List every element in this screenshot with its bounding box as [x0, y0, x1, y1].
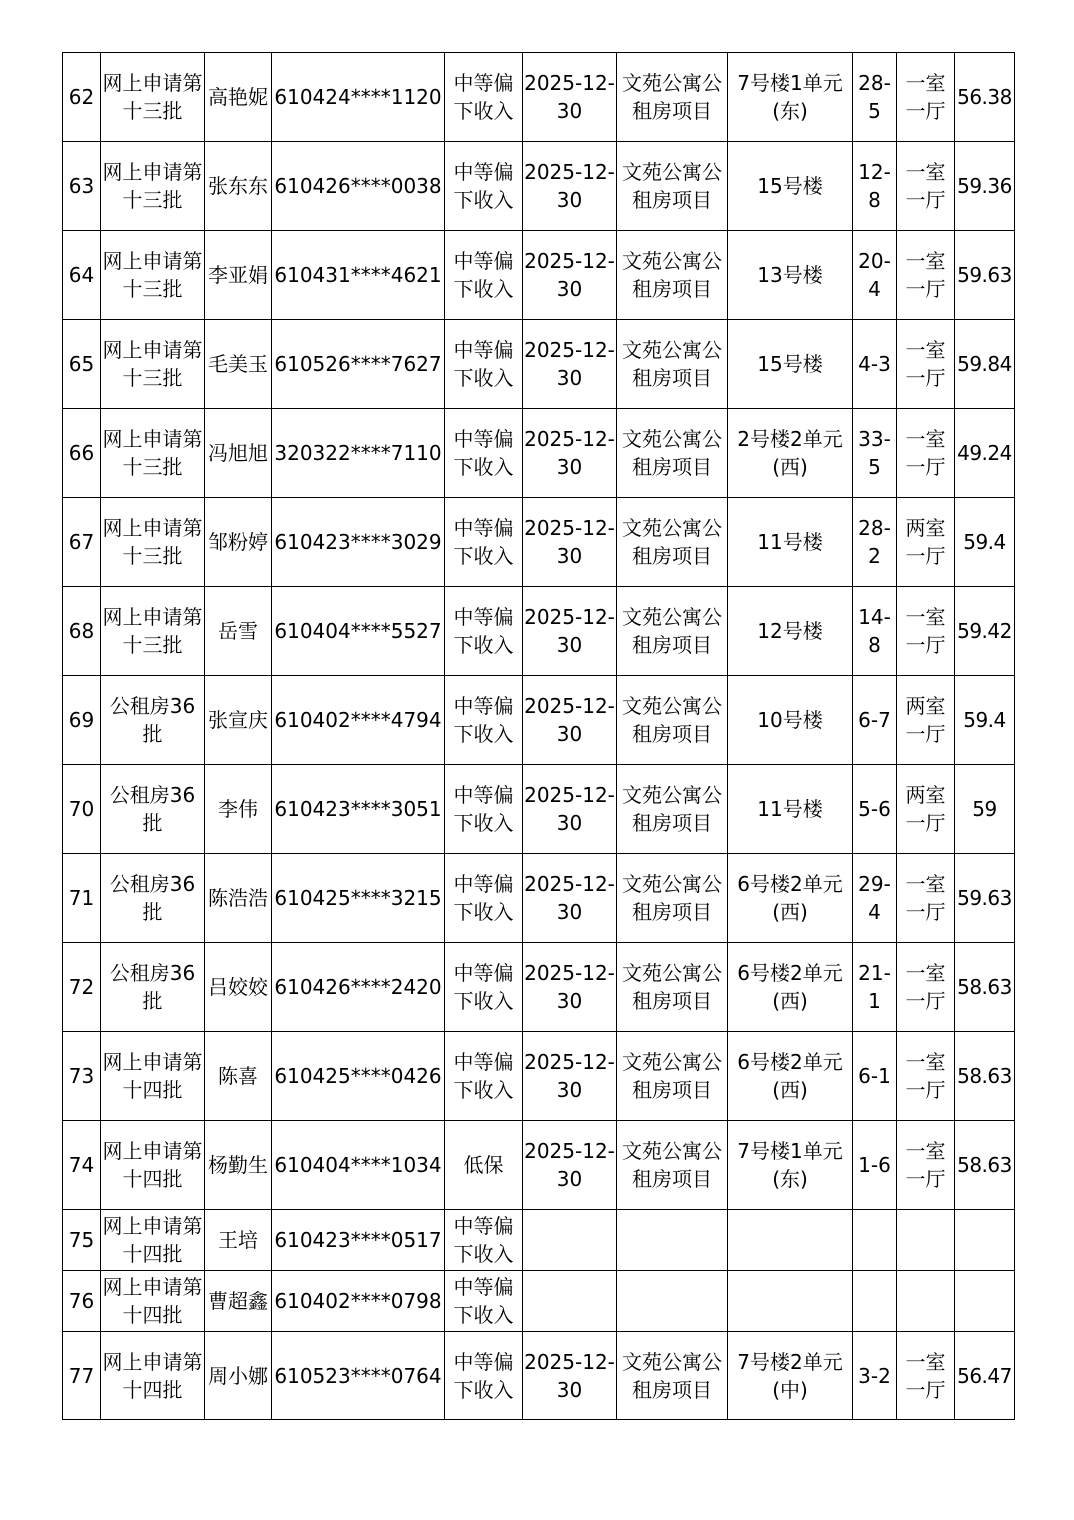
income-type-cell: 中等偏下收入	[445, 142, 523, 231]
area-cell: 56.38	[955, 53, 1015, 142]
building-cell: 7号楼1单元(东)	[728, 53, 853, 142]
room-cell: 4-3	[853, 320, 897, 409]
table-row	[63, 1121, 1015, 1210]
layout-cell: 一室一厅	[897, 587, 955, 676]
name-cell: 岳雪	[205, 587, 272, 676]
area-cell: 59.4	[955, 498, 1015, 587]
batch-cell: 网上申请第十四批	[101, 1332, 205, 1420]
name-cell: 杨勤生	[205, 1121, 272, 1210]
row-number: 75	[63, 1210, 101, 1271]
id-number-cell: 610425****0426	[272, 1032, 445, 1121]
id-number-cell: 610404****5527	[272, 587, 445, 676]
name-cell: 曹超鑫	[205, 1271, 272, 1332]
area-cell: 56.47	[955, 1332, 1015, 1420]
room-cell: 20-4	[853, 231, 897, 320]
batch-cell: 网上申请第十四批	[101, 1210, 205, 1271]
row-number: 64	[63, 231, 101, 320]
batch-cell: 公租房36批	[101, 676, 205, 765]
date-cell: 2025-12-30	[523, 1332, 617, 1420]
table-row	[63, 231, 1015, 320]
building-cell: 15号楼	[728, 142, 853, 231]
area-cell: 59.63	[955, 231, 1015, 320]
name-cell: 张宣庆	[205, 676, 272, 765]
layout-cell: 一室一厅	[897, 1121, 955, 1210]
row-number: 63	[63, 142, 101, 231]
name-cell: 张东东	[205, 142, 272, 231]
project-cell: 文苑公寓公租房项目	[617, 1332, 728, 1420]
date-cell: 2025-12-30	[523, 1121, 617, 1210]
layout-cell: 一室一厅	[897, 854, 955, 943]
date-cell: 2025-12-30	[523, 498, 617, 587]
name-cell: 邹粉婷	[205, 498, 272, 587]
table-row	[63, 409, 1015, 498]
layout-cell	[897, 1271, 955, 1332]
allocation-table	[62, 52, 1015, 1420]
layout-cell: 一室一厅	[897, 53, 955, 142]
name-cell: 毛美玉	[205, 320, 272, 409]
building-cell: 7号楼1单元(东)	[728, 1121, 853, 1210]
project-cell: 文苑公寓公租房项目	[617, 943, 728, 1032]
income-type-cell: 中等偏下收入	[445, 587, 523, 676]
name-cell: 周小娜	[205, 1332, 272, 1420]
row-number: 66	[63, 409, 101, 498]
date-cell: 2025-12-30	[523, 587, 617, 676]
layout-cell: 两室一厅	[897, 498, 955, 587]
income-type-cell: 中等偏下收入	[445, 498, 523, 587]
layout-cell: 一室一厅	[897, 943, 955, 1032]
project-cell: 文苑公寓公租房项目	[617, 1032, 728, 1121]
name-cell: 高艳妮	[205, 53, 272, 142]
layout-cell: 一室一厅	[897, 320, 955, 409]
name-cell: 李伟	[205, 765, 272, 854]
table-row	[63, 320, 1015, 409]
layout-cell: 一室一厅	[897, 1332, 955, 1420]
room-cell: 3-2	[853, 1332, 897, 1420]
name-cell: 冯旭旭	[205, 409, 272, 498]
room-cell: 6-7	[853, 676, 897, 765]
id-number-cell: 610425****3215	[272, 854, 445, 943]
room-cell: 12-8	[853, 142, 897, 231]
row-number: 72	[63, 943, 101, 1032]
date-cell: 2025-12-30	[523, 943, 617, 1032]
table-row	[63, 943, 1015, 1032]
id-number-cell: 610423****3029	[272, 498, 445, 587]
row-number: 70	[63, 765, 101, 854]
name-cell: 王培	[205, 1210, 272, 1271]
project-cell: 文苑公寓公租房项目	[617, 231, 728, 320]
area-cell	[955, 1271, 1015, 1332]
income-type-cell: 中等偏下收入	[445, 320, 523, 409]
area-cell: 59.42	[955, 587, 1015, 676]
layout-cell: 两室一厅	[897, 765, 955, 854]
id-number-cell: 610404****1034	[272, 1121, 445, 1210]
table-row	[63, 53, 1015, 142]
building-cell: 11号楼	[728, 765, 853, 854]
layout-cell: 一室一厅	[897, 231, 955, 320]
date-cell: 2025-12-30	[523, 320, 617, 409]
id-number-cell: 610431****4621	[272, 231, 445, 320]
table-row	[63, 1032, 1015, 1121]
building-cell: 7号楼2单元(中)	[728, 1332, 853, 1420]
income-type-cell: 中等偏下收入	[445, 1210, 523, 1271]
area-cell: 58.63	[955, 1032, 1015, 1121]
layout-cell	[897, 1210, 955, 1271]
batch-cell: 公租房36批	[101, 943, 205, 1032]
building-cell: 10号楼	[728, 676, 853, 765]
project-cell: 文苑公寓公租房项目	[617, 53, 728, 142]
income-type-cell: 中等偏下收入	[445, 1332, 523, 1420]
project-cell: 文苑公寓公租房项目	[617, 320, 728, 409]
project-cell	[617, 1271, 728, 1332]
id-number-cell: 610526****7627	[272, 320, 445, 409]
id-number-cell: 610423****0517	[272, 1210, 445, 1271]
room-cell: 6-1	[853, 1032, 897, 1121]
building-cell: 11号楼	[728, 498, 853, 587]
row-number: 68	[63, 587, 101, 676]
project-cell: 文苑公寓公租房项目	[617, 587, 728, 676]
name-cell: 吕姣姣	[205, 943, 272, 1032]
row-number: 65	[63, 320, 101, 409]
batch-cell: 网上申请第十三批	[101, 498, 205, 587]
area-cell: 59.4	[955, 676, 1015, 765]
building-cell: 6号楼2单元(西)	[728, 943, 853, 1032]
income-type-cell: 中等偏下收入	[445, 854, 523, 943]
table-row	[63, 1210, 1015, 1271]
date-cell: 2025-12-30	[523, 409, 617, 498]
row-number: 62	[63, 53, 101, 142]
batch-cell: 网上申请第十四批	[101, 1271, 205, 1332]
room-cell: 28-2	[853, 498, 897, 587]
id-number-cell: 610424****1120	[272, 53, 445, 142]
table-row	[63, 587, 1015, 676]
batch-cell: 网上申请第十三批	[101, 142, 205, 231]
date-cell: 2025-12-30	[523, 765, 617, 854]
area-cell: 59.84	[955, 320, 1015, 409]
id-number-cell: 320322****7110	[272, 409, 445, 498]
table-row	[63, 498, 1015, 587]
income-type-cell: 中等偏下收入	[445, 943, 523, 1032]
row-number: 76	[63, 1271, 101, 1332]
building-cell: 13号楼	[728, 231, 853, 320]
room-cell: 29-4	[853, 854, 897, 943]
room-cell: 5-6	[853, 765, 897, 854]
layout-cell: 两室一厅	[897, 676, 955, 765]
date-cell: 2025-12-30	[523, 142, 617, 231]
area-cell	[955, 1210, 1015, 1271]
income-type-cell: 中等偏下收入	[445, 1271, 523, 1332]
name-cell: 陈喜	[205, 1032, 272, 1121]
building-cell	[728, 1271, 853, 1332]
project-cell: 文苑公寓公租房项目	[617, 765, 728, 854]
date-cell: 2025-12-30	[523, 231, 617, 320]
table-row	[63, 142, 1015, 231]
id-number-cell: 610402****0798	[272, 1271, 445, 1332]
date-cell: 2025-12-30	[523, 854, 617, 943]
batch-cell: 网上申请第十三批	[101, 320, 205, 409]
room-cell: 33-5	[853, 409, 897, 498]
room-cell: 14-8	[853, 587, 897, 676]
batch-cell: 网上申请第十三批	[101, 587, 205, 676]
building-cell: 15号楼	[728, 320, 853, 409]
room-cell: 1-6	[853, 1121, 897, 1210]
room-cell: 21-1	[853, 943, 897, 1032]
row-number: 67	[63, 498, 101, 587]
row-number: 77	[63, 1332, 101, 1420]
area-cell: 58.63	[955, 1121, 1015, 1210]
id-number-cell: 610426****0038	[272, 142, 445, 231]
batch-cell: 网上申请第十四批	[101, 1121, 205, 1210]
project-cell: 文苑公寓公租房项目	[617, 142, 728, 231]
row-number: 74	[63, 1121, 101, 1210]
row-number: 71	[63, 854, 101, 943]
id-number-cell: 610423****3051	[272, 765, 445, 854]
project-cell: 文苑公寓公租房项目	[617, 676, 728, 765]
batch-cell: 网上申请第十三批	[101, 231, 205, 320]
date-cell	[523, 1271, 617, 1332]
building-cell: 2号楼2单元(西)	[728, 409, 853, 498]
project-cell: 文苑公寓公租房项目	[617, 1121, 728, 1210]
area-cell: 49.24	[955, 409, 1015, 498]
batch-cell: 公租房36批	[101, 765, 205, 854]
layout-cell: 一室一厅	[897, 1032, 955, 1121]
date-cell: 2025-12-30	[523, 676, 617, 765]
date-cell: 2025-12-30	[523, 1032, 617, 1121]
income-type-cell: 低保	[445, 1121, 523, 1210]
income-type-cell: 中等偏下收入	[445, 1032, 523, 1121]
id-number-cell: 610523****0764	[272, 1332, 445, 1420]
area-cell: 59.63	[955, 854, 1015, 943]
table-row	[63, 676, 1015, 765]
batch-cell: 网上申请第十三批	[101, 409, 205, 498]
project-cell: 文苑公寓公租房项目	[617, 498, 728, 587]
date-cell: 2025-12-30	[523, 53, 617, 142]
layout-cell: 一室一厅	[897, 142, 955, 231]
room-cell: 28-5	[853, 53, 897, 142]
area-cell: 59	[955, 765, 1015, 854]
building-cell	[728, 1210, 853, 1271]
date-cell	[523, 1210, 617, 1271]
batch-cell: 网上申请第十四批	[101, 1032, 205, 1121]
income-type-cell: 中等偏下收入	[445, 231, 523, 320]
table-row	[63, 765, 1015, 854]
table-row	[63, 854, 1015, 943]
name-cell: 李亚娟	[205, 231, 272, 320]
building-cell: 6号楼2单元(西)	[728, 854, 853, 943]
layout-cell: 一室一厅	[897, 409, 955, 498]
income-type-cell: 中等偏下收入	[445, 676, 523, 765]
batch-cell: 公租房36批	[101, 854, 205, 943]
income-type-cell: 中等偏下收入	[445, 765, 523, 854]
name-cell: 陈浩浩	[205, 854, 272, 943]
row-number: 73	[63, 1032, 101, 1121]
building-cell: 6号楼2单元(西)	[728, 1032, 853, 1121]
income-type-cell: 中等偏下收入	[445, 53, 523, 142]
table-row	[63, 1271, 1015, 1332]
project-cell	[617, 1210, 728, 1271]
project-cell: 文苑公寓公租房项目	[617, 854, 728, 943]
building-cell: 12号楼	[728, 587, 853, 676]
room-cell	[853, 1210, 897, 1271]
row-number: 69	[63, 676, 101, 765]
project-cell: 文苑公寓公租房项目	[617, 409, 728, 498]
room-cell	[853, 1271, 897, 1332]
id-number-cell: 610402****4794	[272, 676, 445, 765]
income-type-cell: 中等偏下收入	[445, 409, 523, 498]
area-cell: 59.36	[955, 142, 1015, 231]
table-row	[63, 1332, 1015, 1420]
batch-cell: 网上申请第十三批	[101, 53, 205, 142]
id-number-cell: 610426****2420	[272, 943, 445, 1032]
area-cell: 58.63	[955, 943, 1015, 1032]
